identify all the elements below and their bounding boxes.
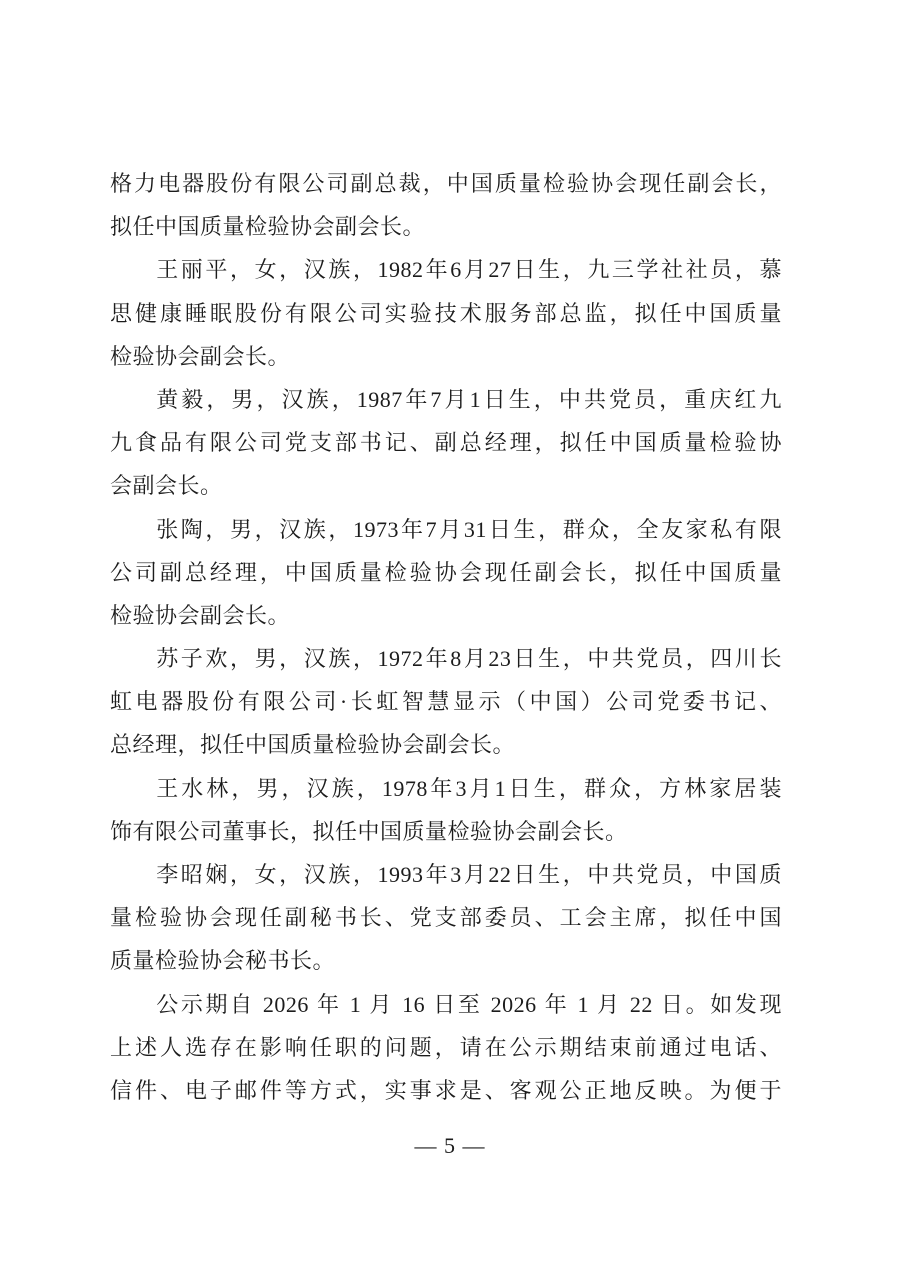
text-line: 苏子欢，男，汉族，1972年8月23日生，中共党员，四川长 <box>156 646 782 672</box>
text-line: 拟任中国质量检验协会副会长。 <box>110 214 426 240</box>
text-line: 质量检验协会秘书长。 <box>110 948 336 974</box>
text-line: 会副会长。 <box>110 473 223 499</box>
text-line: 上述人选存在影响任职的问题，请在公示期结束前通过电话、 <box>110 1034 782 1060</box>
document-body <box>110 162 782 1112</box>
text-line: 信件、电子邮件等方式，实事求是、客观公正地反映。为便于 <box>110 1077 782 1103</box>
text-line: 虹电器股份有限公司·长虹智慧显示（中国）公司党委书记、 <box>110 689 782 715</box>
text-line: 李昭娴，女，汉族，1993年3月22日生，中共党员，中国质 <box>156 862 782 887</box>
page-footer <box>0 1130 900 1162</box>
text-line: 黄毅，男，汉族，1987年7月1日生，中共党员，重庆红九 <box>156 386 782 412</box>
text-line: 检验协会副会长。 <box>110 602 291 628</box>
text-line: 王丽平，女，汉族，1982年6月27日生，九三学社社员，慕 <box>156 257 782 283</box>
text-line: 检验协会副会长。 <box>110 343 291 369</box>
text-line: 九食品有限公司党支部书记、副总经理，拟任中国质量检验协 <box>110 430 782 456</box>
text-line: 思健康睡眠股份有限公司实验技术服务部总监，拟任中国质量 <box>110 300 782 326</box>
text-line: 饰有限公司董事长，拟任中国质量检验协会副会长。 <box>110 818 628 844</box>
text-line: 量检验协会现任副秘书长、党支部委员、工会主席，拟任中国 <box>110 905 782 931</box>
text-line: 公示期自 2026 年 1 月 16 日至 2026 年 1 月 22 日。如发现 <box>156 991 782 1017</box>
text-line: 格力电器股份有限公司副总裁，中国质量检验协会现任副会长， <box>110 171 782 196</box>
page-number: — 5 — <box>414 1133 486 1158</box>
text-line: 总经理，拟任中国质量检验协会副会长。 <box>110 732 516 758</box>
text-line: 张陶，男，汉族，1973年7月31日生，群众，全友家私有限 <box>156 516 782 542</box>
text-line: 王水林，男，汉族，1978年3月1日生，群众，方林家居装 <box>156 775 782 801</box>
text-line: 公司副总经理，中国质量检验协会现任副会长，拟任中国质量 <box>110 559 782 585</box>
